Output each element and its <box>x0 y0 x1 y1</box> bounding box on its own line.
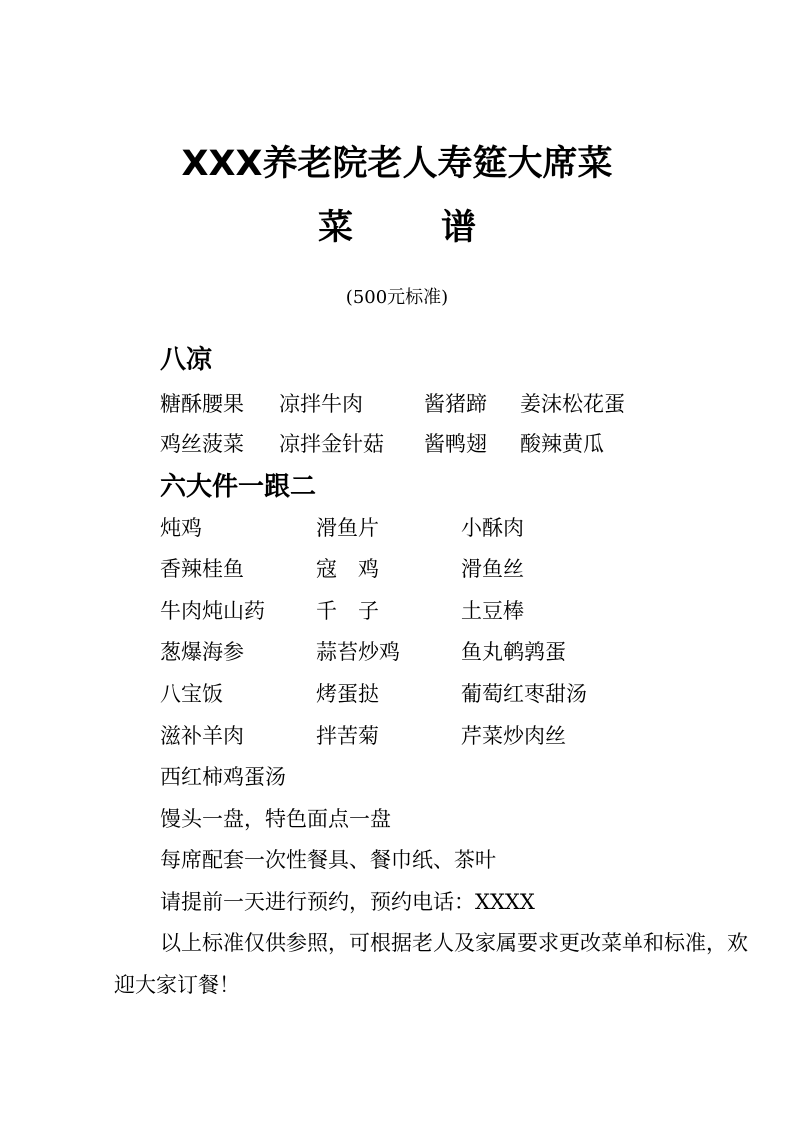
extra-line: 馒头一盘，特色面点一盘 <box>160 807 391 831</box>
dish-item: 寇 鸡 <box>316 557 379 581</box>
subtitle-left: 菜 <box>317 208 353 248</box>
dish-item: 凉拌牛肉 <box>279 392 363 416</box>
dish-item: 滑鱼丝 <box>461 557 524 581</box>
dish-item: 葱爆海参 <box>160 640 244 664</box>
dish-item: 小酥肉 <box>461 516 524 540</box>
dish-item: 拌苦菊 <box>316 724 379 748</box>
note-paragraph: 以上标准仅供参照，可根据老人及家属要求更改菜单和标准，欢迎大家订餐！ <box>114 931 748 997</box>
dish-item: 酱猪蹄 <box>424 392 487 416</box>
dish-item: 土豆棒 <box>461 599 524 623</box>
dish-item: 凉拌金针菇 <box>279 432 384 456</box>
dish-item: 炖鸡 <box>160 516 202 540</box>
dish-item: 鸡丝菠菜 <box>160 432 244 456</box>
page-title: XXX养老院老人寿筵大席菜 <box>181 144 613 184</box>
page-subtitle <box>0 204 794 252</box>
booking-line: 请提前一天进行预约，预约电话：XXXX <box>160 890 535 914</box>
extra-line: 每席配套一次性餐具、餐巾纸、茶叶 <box>160 848 496 872</box>
dish-item: 蒜苔炒鸡 <box>316 640 400 664</box>
dish-item: 牛肉炖山药 <box>160 599 265 623</box>
dish-item: 葡萄红枣甜汤 <box>461 682 587 706</box>
dish-item: 烤蛋挞 <box>316 682 379 706</box>
dish-item: 姜沫松花蛋 <box>520 392 625 416</box>
dish-item: 酸辣黄瓜 <box>520 432 604 456</box>
cold-dishes-heading: 八凉 <box>160 345 213 375</box>
dish-item: 芹菜炒肉丝 <box>461 724 566 748</box>
dish-item: 糖酥腰果 <box>160 392 244 416</box>
dish-item: 滑鱼片 <box>316 516 379 540</box>
price-standard: (500元标准) <box>345 287 449 308</box>
dish-item: 千 子 <box>316 599 379 623</box>
dish-item: 鱼丸鹌鹑蛋 <box>461 640 566 664</box>
subtitle-right: 谱 <box>441 208 477 248</box>
dish-item: 酱鸭翅 <box>424 432 487 456</box>
dish-item: 香辣桂鱼 <box>160 557 244 581</box>
main-dishes-heading: 六大件一跟二 <box>160 472 317 502</box>
dish-item: 滋补羊肉 <box>160 724 244 748</box>
extra-line: 西红柿鸡蛋汤 <box>160 765 286 789</box>
dish-item: 八宝饭 <box>160 682 223 706</box>
